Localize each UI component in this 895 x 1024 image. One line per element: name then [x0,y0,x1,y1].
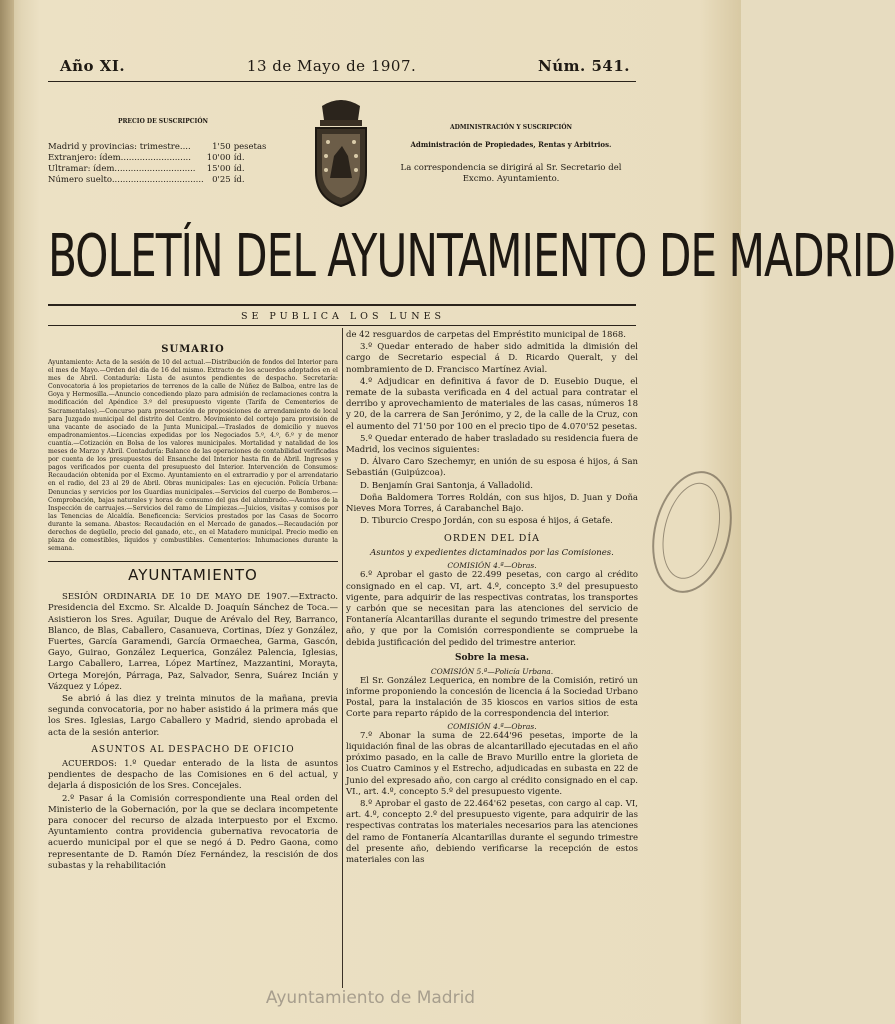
comision-label: COMISIÓN 4.ª—Obras. [447,561,537,571]
correspondence-note: La correspondencia se dirigirá al Sr. Secretario del Excmo. Ayuntamiento. [400,163,622,184]
coat-of-arms-icon [308,98,374,210]
resident-entry: Doña Baldomera Torres Roldán, con sus hijos, D. Juan y Doña Nieves Mora Torres, á Carabanchel Bajo. [346,492,638,515]
column-divider [342,328,343,988]
body-paragraph: 8.º Aprobar el gasto de 22.464'62 pesetas, con cargo al cap. VI, art. 4.º, concepto 2.º del presupuesto vigente, para adquirir de las respectivas contratas los materiales necesarios para las atenciones del ramo de Fontanería Alcantarillas durante el segundo trimestre del presente año, debiendo verificarse la recepción de estos materiales con las [346,798,638,865]
issue-date: 13 de Mayo de 1907. [246,57,417,75]
body-paragraph: de 42 resguardos de carpetas del Empréstito municipal de 1868. [346,330,626,340]
body-paragraph: 6.º Aprobar el gasto de 22.499 pesetas, con cargo al crédito consignado en el cap. VI, art. 4.º, concepto 3.º del presupuesto vigente, para adquirir de las respectivas contratas, los transportes y carbón que se necesitan para las atenciones del servicio de Fontanería Alcantarillas durante el segundo trimestre del presente año, y que por la Comisión correspondiente se compruebe la debida justificación del pedido del trimestre anterior. [346,570,638,648]
subscription-row: Extranjero: ídem.......................... 10'00 íd. [48,153,245,163]
sumario-heading: SUMARIO [161,344,225,355]
subtitle-rule [48,325,636,326]
section-rule [48,561,338,562]
body-paragraph: 3.º Quedar enterado de haber sido admitida la dimisión del cargo de Secretario especial á D. Ricardo Queralt, y del nombramiento de D. Francisco Martínez Avial. [346,342,638,375]
subscription-block [48,118,278,186]
issue-year: Año XI. [60,57,126,75]
opening-paragraph: Se abrió á las diez y treinta minutos de la mañana, previa segunda convocatoria, por no haber asistido á la primera más que los Sres. Iglesias, Largo Caballero y Madrid, siendo aprobada el acta de la sesión anterior. [48,694,338,738]
session-paragraph: SESIÓN ORDINARIA DE 10 DE MAYO DE 1907.—Extracto. Presidencia del Excmo. Sr. Alcalde D. Joaquín Sánchez de Toca.—Asistieron los Sres. Aguilar, Duque de Arévalo del Rey, Barranco, Blanco, de Blas, Caballero, Casanueva, Cortinas, Díez y González, Fuertes, García Garamendi, García Ormaechea, Garma, Gascón, Gayo, Guirao, González Lequerica, González Palencia, Iglesias, Largo Caballero, Larrea, López Martínez, Mazzantini, Morayta, Ortega Morejón, Párraga, Paz, Salvador, Senra, Suárez Incián y Vázquez y López. [48,592,338,692]
body-paragraph: 4.º Adjudicar en definitiva á favor de D. Eusebio Duque, el remate de la subasta verificada en 4 del actual para contratar el derribo y aprovechamiento de materiales de las casas, números 18 y 20, de la carrera de San Jerónimo, y 2, de la calle de la Cruz, con el aumento del 71'50 por 100 en el precio tipo de 4.070'52 pesetas. [346,376,638,432]
resident-entry: D. Benjamín Grai Santonja, á Valladolid. [360,480,533,491]
comision-label: COMISIÓN 4.ª—Obras. [447,721,537,731]
masthead-rule [48,81,636,82]
administration-heading: ADMINISTRACIÓN Y SUSCRIPCIÓN [449,124,573,131]
subscription-row: Madrid y provincias: trimestre.... 1'50 pesetas [48,142,267,152]
subscription-row: Número suelto.................................. 0'25 íd. [48,175,245,185]
page-binding [0,0,14,1024]
mesa-heading: Sobre la mesa. [454,652,530,663]
resident-entry: D. Álvaro Caro Szechemyr, en unión de su esposa é hijos, á San Sebastián (Guipúzcoa). [346,457,638,479]
despacho-heading: ASUNTOS AL DESPACHO DE OFICIO [91,744,295,755]
administration-office: Administración de Propiedades, Rentas y Arbitrios. [410,140,612,149]
issue-number: Núm. 541. [538,57,630,75]
right-column [346,330,638,867]
sumario-text: Ayuntamiento: Acta de la sesión de 10 del actual.—Distribución de fondos del Interior para el mes de Mayo.—Orden del día de 16 del mismo. Extracto de los acuerdos adoptados en el mes de Abril. Contaduría: Lista de asuntos pendientes de despacho. Secretaría: Convocatoria á los propietarios de terrenos de la calle de Núñez de Balboa, entre las de Goya y Hermosilla.—Anuncio concediendo plazo para admisión de reclamaciones contra la modificación del Apéndice 3.º del presupuesto vigente (Tarifa de Cementerios de Sacramentales).—Concurso para presentación de proposiciones de arrendamiento de local para Juzgado municipal del distrito del Centro. Movimiento del cortejo para provisión de una vacante de asociado de la Junta Municipal.—Traslados de domicilio y nuevos empadronamientos.—Licencias expedidas por los Negociados 5.º, 4.º, 6.º y de menor cuantía.—Cotización en Bolsa de los valores municipales. Mortalidad y natalidad de los meses de Marzo y Abril. Contaduría: Balance de las operaciones de contabilidad verificadas por cuenta de los presupuestos del Ensanche del Interior hasta fin de Abril. Ingresos y pagos verificados por cuenta del presupuesto del Interior. Intervención de Consumos: Recaudación obtenida por el Excmo. Ayuntamiento en el extrarradio y por el arrendatario en el radio, del 23 al 29 de Abril. Obras municipales: Las en ejecución. Policía Urbana: Denuncias y servicios por los Guardias municipales.—Servicios del cuerpo de Bomberos.—Comprobación, bajas naturales y horas de consumo del gas del alumbrado.—Asuntos de la Inspección de carruajes.—Servicios del ramo de Limpiezas.—Juicios, visitas y comisos por las Tenencias de Alcaldía. Beneficencia: Servicios prestados por las Casas de Socorro durante la semana. Abastos: Recaudación en el Mercado de ganados.—Recaudación por derechos de degüello, precio del ganado, etc., en el Matadero municipal. Precio medio en plaza de comestibles, líquidos y combustibles. Cementerios: Inhumaciones durante la semana. [48,359,338,553]
body-paragraph: El Sr. González Lequerica, en nombre de la Comisión, retiró un informe proponiendo la concesión de licencia á la Sociedad Urbano Postal, para la instalación de 35 kioscos en varios sitios de esta Corte para reparto rápido de la correspondencia del interior. [346,675,638,720]
library-stamp-icon [640,463,744,602]
title-rule [48,304,636,306]
subscription-heading: PRECIO DE SUSCRIPCIÓN [117,118,209,125]
acuerdo-paragraph: ACUERDOS: 1.º Quedar enterado de la lista de asuntos pendientes de despacho de las Comisiones en 6 del actual, y dejarla á disposición de los Sres. Concejales. [48,758,338,792]
acuerdo-paragraph: 2.º Pasar á la Comisión correspondiente una Real orden del Ministerio de la Gobernación, por la que se declara incompetente para conocer del recurso de alzada interpuesto por el Excmo. Ayuntamiento contra providencia gubernativa revocatoria de acuerdo municipal por el que se negó á D. Pedro Gaona, como representante de D. Ramón Díez Fernández, la rescisión de dos subastas y la rehabilitación [48,793,338,871]
body-paragraph: 7.º Abonar la suma de 22.644'96 pesetas, importe de la liquidación final de las obras de alcantarillado ejecutadas en el año próximo pasado, en la calle de Bravo Murillo entre la glorieta de los Cuatro Caminos y el Estrecho, adjudicadas en subasta en 22 de Junio del expresado año, con cargo al crédito consignado en el cap. VI., art. 4.º, concepto 5.º del presupuesto vigente. [346,730,638,797]
masthead [60,57,630,75]
ayuntamiento-heading: AYUNTAMIENTO [128,566,258,585]
comision-label: COMISIÓN 5.ª—Policía Urbana. [430,666,554,676]
subscription-table [48,142,269,186]
subscription-row: Ultramar: ídem.............................. 15'00 íd. [48,164,245,174]
body-paragraph: 5.º Quedar enterado de haber trasladado su residencia fuera de Madrid, los vecinos siguientes: [346,433,638,456]
watermark-text: Ayuntamiento de Madrid [265,988,476,1008]
newspaper-title: BOLETÍN DEL AYUNTAMIENTO DE MADRID [48,222,895,291]
publication-frequency: SE PUBLICA LOS LUNES [240,311,446,322]
orden-subheading: Asuntos y expedientes dictaminados por las Comisiones. [370,548,614,559]
administration-block [386,124,636,185]
resident-entry: D. Tiburcio Crespo Jordán, con su esposa é hijos, á Getafe. [360,516,613,527]
orden-heading: ORDEN DEL DÍA [444,533,540,545]
left-column [48,330,338,873]
